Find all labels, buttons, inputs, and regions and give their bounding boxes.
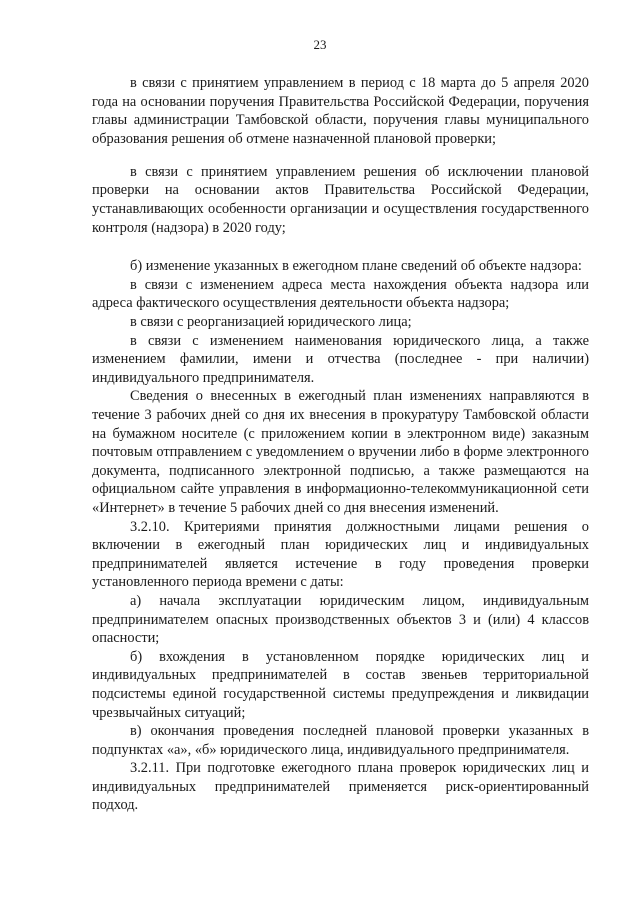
paragraph-address-change: в связи с изменением адреса места нахождения объекта надзора или адреса фактического осуществления деятельности объекта надзора; xyxy=(92,276,589,312)
paragraph-excluded-inspection: в связи с принятием управлением решения об исключении плановой проверки на основании актов Правительства Российской Федерации, устанавливающих особенности организации и осуществления государственного контроля (надзора) в 2020 году; xyxy=(92,163,589,236)
paragraph-criterion-b: б) вхождения в установленном порядке юридических лиц и индивидуальных предпринимателей в состав звеньев территориальной подсистемы единой государственной системы предупреждения и ликвидации чрезвычайных ситуаций; xyxy=(92,648,589,721)
document-body xyxy=(92,74,589,815)
paragraph-changed-info-heading: б) изменение указанных в ежегодном плане сведений об объекте надзора: xyxy=(130,258,582,275)
paragraph-name-change: в связи с изменением наименования юридического лица, а также изменением фамилии, имени и отчества (последнее - при наличии) индивидуального предпринимателя. xyxy=(92,332,589,386)
paragraph-change-notification: Сведения о внесенных в ежегодный план изменениях направляются в течение 3 рабочих дней со дня их внесения в прокуратуру Тамбовской области на бумажном носителе (с приложением копии в электронном виде) заказным почтовым отправлением с уведомлением о вручении либо в форме электронного документа, подписанного электронной подписью, а также размещаются на официальном сайте управления в информационно-телекоммуникационной сети «Интернет» в течение 5 рабочих дней со дня внесения изменений. xyxy=(92,388,589,516)
paragraph-3-2-11: 3.2.11. При подготовке ежегодного плана проверок юридических лиц и индивидуальных предпринимателей применяется риск-ориентированный подход. xyxy=(92,760,589,814)
paragraph-criterion-a: а) начала эксплуатации юридическим лицом, индивидуальным предпринимателем опасных производственных объектов 3 и (или) 4 классов опасности; xyxy=(92,592,589,647)
paragraph-reorganization: в связи с реорганизацией юридического лица; xyxy=(130,314,412,331)
paragraph-3-2-10: 3.2.10. Критериями принятия должностными лицами решения о включении в ежегодный план юридических лиц и индивидуальных предпринимателей является истечение в году проведения проверки установленного периода времени с даты: xyxy=(92,518,589,591)
paragraph-criterion-c: в) окончания проведения последней плановой проверки указанных в подпунктах «а», «б» юридического лица, индивидуального предпринимателя. xyxy=(92,723,589,758)
paragraph-postponed-inspection: в связи с принятием управлением в период с 18 марта до 5 апреля 2020 года на основании поручения Правительства Российской Федерации, поручения главы администрации Тамбовской области, поручения главы муниципального образования решения об отмене назначенной плановой проверки; xyxy=(92,75,589,147)
page-number: 23 xyxy=(313,37,327,52)
